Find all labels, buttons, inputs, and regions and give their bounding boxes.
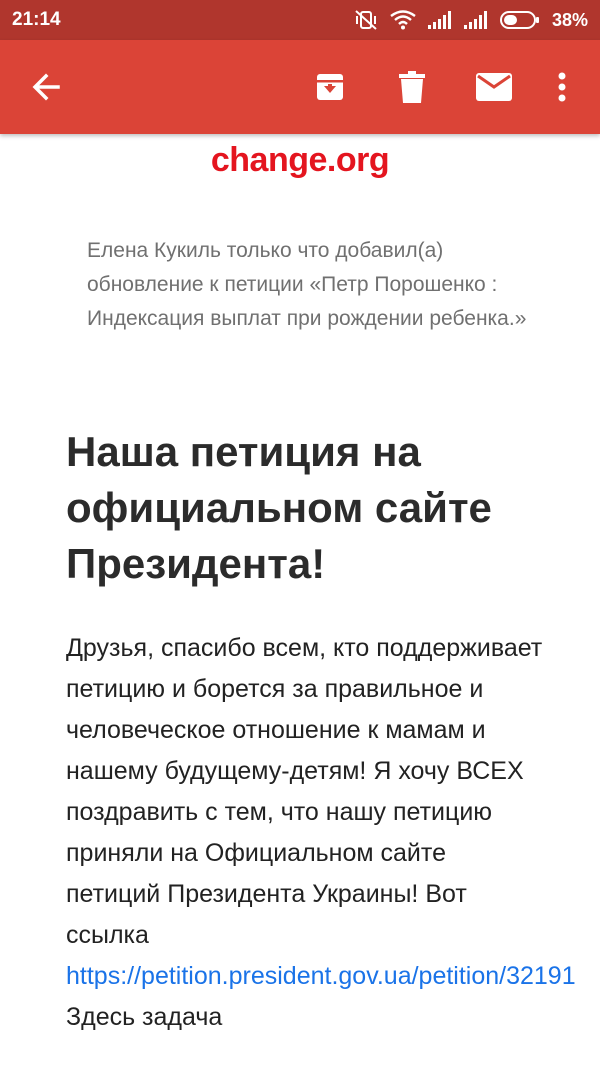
archive-button[interactable]: [302, 40, 358, 134]
body-text-part: Друзья, спасибо всем, кто поддерживает петицию и борется за правильное и человеческое отношение к мамам и нашему будущему-детям! Я хочу ВСЕХ поздравить с тем, что нашу петицию приняли на Официальном сайте петиций Президента Украины! Вот ссылка: [66, 634, 543, 949]
battery-percent: 38%: [551, 9, 588, 30]
battery-icon: [500, 10, 540, 30]
signal-icon: [464, 11, 488, 29]
mark-unread-button[interactable]: [466, 40, 522, 134]
more-vert-icon: [557, 72, 567, 102]
back-arrow-icon: [31, 72, 61, 102]
more-options-button[interactable]: [540, 40, 584, 134]
app-toolbar: [0, 40, 600, 134]
status-icons: [354, 9, 588, 31]
update-body: [66, 628, 576, 1038]
update-notice: Елена Кукиль только что добавил(а) обновление к петиции «Петр Порошенко : Индексация выплат при рождении ребенка.»: [87, 239, 527, 330]
email-body: [0, 134, 600, 1065]
mail-icon: [476, 73, 512, 101]
petition-link[interactable]: https://petition.president.gov.ua/petition/32191: [66, 962, 576, 990]
back-button[interactable]: [16, 40, 76, 134]
status-bar: [0, 0, 600, 40]
update-headline: Наша петиция на официальном сайте Президента!: [66, 428, 492, 587]
mute-vibrate-icon: [354, 9, 378, 31]
delete-button[interactable]: [384, 40, 440, 134]
status-time: 21:14: [12, 9, 61, 30]
body-text-continuation: Здесь задача: [66, 1003, 223, 1031]
signal-icon: [428, 11, 452, 29]
wifi-icon: [390, 10, 416, 30]
change-org-logo[interactable]: change.org: [210, 141, 390, 179]
archive-icon: [314, 71, 346, 103]
delete-icon: [398, 71, 426, 103]
